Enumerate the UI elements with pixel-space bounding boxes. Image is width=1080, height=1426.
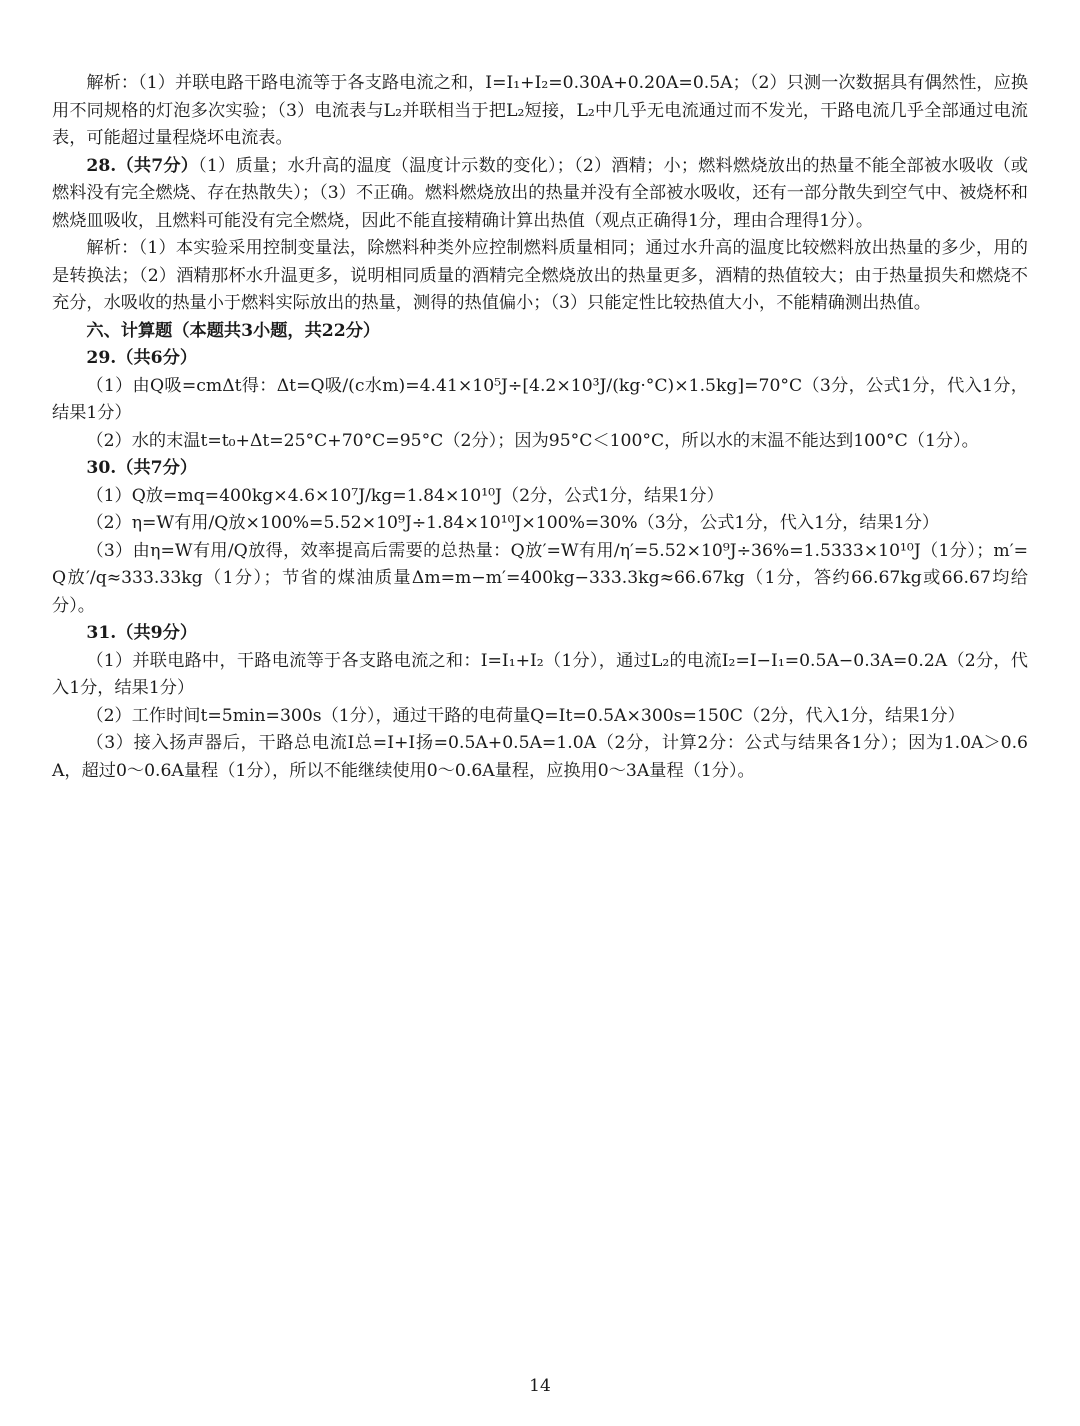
question-label-31: 31.（共9分） <box>86 623 198 643</box>
section-heading-calculation: 六、计算题（本题共3小题，共22分） <box>86 320 381 341</box>
answer-31-part-2: （2）工作时间t=5min=300s（1分），通过干路的电荷量Q=It=0.5A×300s=150C（2分，代入1分，结果1分） <box>86 705 965 726</box>
answer-28-text: （1）质量；水升高的温度（温度计示数的变化）；（2）酒精；小；燃料燃烧放出的热量不能全部被水吸收（或燃料没有完全燃烧、存在热散失）；（3）不正确。燃料燃烧放出的热量并没有全部被水吸收，还有一部分散失到空气中、被烧杯和燃烧皿吸收，且燃料可能没有完全燃烧，因此不能直接精确计算出热值（观点正确得1分，理由合理得1分）。 <box>52 155 1028 231</box>
answer-30-part-3: （3）由η=W有用/Q放得，效率提高后需要的总热量：Q放′=W有用/η′=5.52×10⁹J÷36%=1.5333×10¹⁰J（1分）；m′=Q放′/q≈333.33kg（1分）；节省的煤油质量Δm=m−m′=400kg−333.3kg≈66.67kg（1分，答约66.67kg或66.67均给分）。 <box>52 540 1028 616</box>
answer-28 <box>52 153 1028 236</box>
answer-31-part-1: （1）并联电路中，干路电流等于各支路电流之和：I=I₁+I₂（1分），通过L₂的电流I₂=I−I₁=0.5A−0.3A=0.2A（2分，代入1分，结果1分） <box>52 650 1028 698</box>
answer-30-part-1: （1）Q放=mq=400kg×4.6×10⁷J/kg=1.84×10¹⁰J（2分，公式1分，结果1分） <box>86 485 724 506</box>
question-label-30: 30.（共7分） <box>86 458 198 478</box>
page-number: 14 <box>529 1376 551 1396</box>
answer-30-part-2: （2）η=W有用/Q放×100%=5.52×10⁹J÷1.84×10¹⁰J×100%=30%（3分，公式1分，代入1分，结果1分） <box>86 513 940 533</box>
analysis-paragraph-27: 解析：（1）并联电路干路电流等于各支路电流之和，I=I₁+I₂=0.30A+0.20A=0.5A；（2）只测一次数据具有偶然性，应换用不同规格的灯泡多次实验；（3）电流表与L₂并联相当于把L₂短接，L₂中几乎无电流通过而不发光，干路电流几乎全部通过电流表，可能超过量程烧坏电流表。 <box>52 73 1029 148</box>
answer-29-part-1: （1）由Q吸=cmΔt得：Δt=Q吸/(c水m)=4.41×10⁵J÷[4.2×10³J/(kg·°C)×1.5kg]=70°C（3分，公式1分，代入1分，结果1分） <box>52 375 1028 423</box>
analysis-paragraph-28: 解析：（1）本实验采用控制变量法，除燃料种类外应控制燃料质量相同；通过水升高的温度比较燃料放出热量的多少，用的是转换法；（2）酒精那杯水升温更多，说明相同质量的酒精完全燃烧放出的热量更多，酒精的热值较大；由于热量损失和燃烧不充分，水吸收的热量小于燃料实际放出的热量，测得的热值偏小；（3）只能定性比较热值大小，不能精确测出热值。 <box>52 238 1028 313</box>
question-label-28: 28.（共7分） <box>86 155 199 176</box>
answer-29-part-2: （2）水的末温t=t₀+Δt=25°C+70°C=95°C（2分）；因为95°C＜100°C，所以水的末温不能达到100°C（1分）。 <box>86 430 979 451</box>
answer-31-part-3: （3）接入扬声器后，干路总电流I总=I+I扬=0.5A+0.5A=1.0A（2分，计算2分：公式与结果各1分）；因为1.0A＞0.6A，超过0～0.6A量程（1分），所以不能继续使用0～0.6A量程，应换用0～3A量程（1分）。 <box>52 733 1028 781</box>
question-label-29: 29.（共6分） <box>86 348 198 368</box>
